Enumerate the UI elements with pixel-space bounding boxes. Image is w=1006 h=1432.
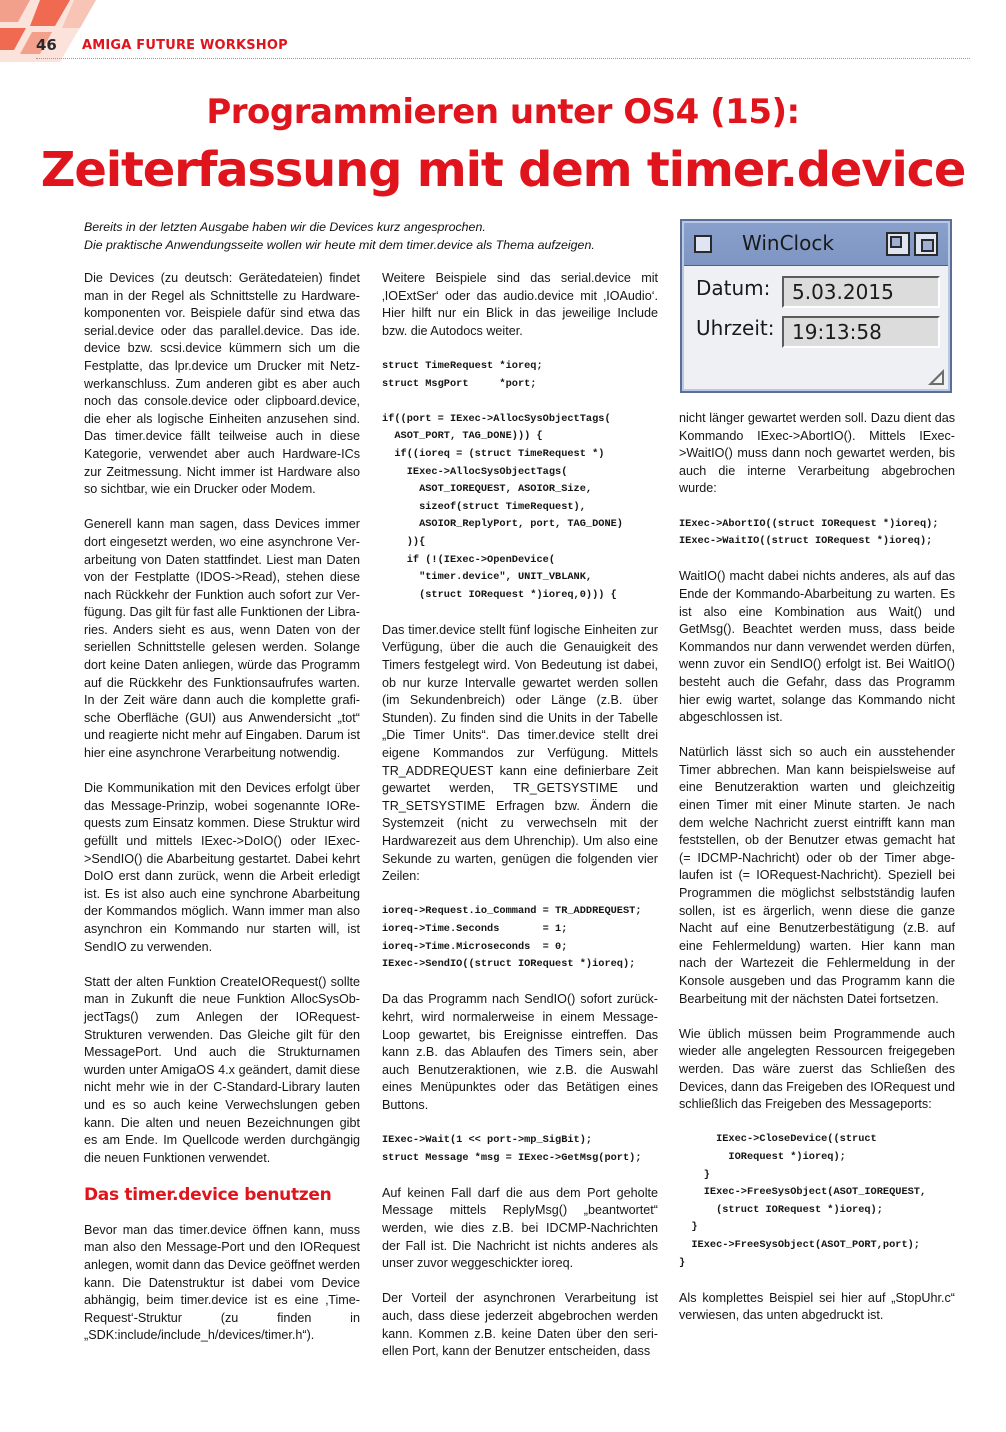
section-heading: Das timer.device benutzen bbox=[84, 1184, 332, 1205]
column-1 bbox=[84, 270, 360, 1363]
paragraph: Als komplettes Beispiel sei hier auf „StopUhr.c“ verwiesen, das unten abgedruckt ist. bbox=[679, 1290, 955, 1323]
section-label: AMIGA FUTURE WORKSHOP bbox=[82, 38, 288, 53]
winclock-body bbox=[684, 266, 948, 389]
zoom-gadget-icon[interactable] bbox=[886, 232, 910, 256]
column-2 bbox=[382, 270, 658, 1378]
article-title-line2: Zeiterfassung mit dem timer.device bbox=[40, 142, 966, 198]
code-block: IExec->CloseDevice((struct IORequest *)ioreq); } IExec->FreeSysObject(ASOT_IOREQUEST, (struct IORequest *)ioreq); } IExec->FreeSysObject(ASOT_PORT,port); } bbox=[679, 1133, 927, 1269]
time-label: Uhrzeit: bbox=[696, 316, 775, 340]
paragraph: Bevor man das timer.device öffnen kann, muss man also den Message-Port und den IORequest anlegen, womit dann das Device geöffnet werden kann. Die Datenstruktur ist dabei vom Device abhängig, beim timer.device ist es eine ‚TimeRequest‘-Struktur (zu finden in „SDK:include/include_h/devices/timer.h“). bbox=[84, 1222, 360, 1343]
winclock-titlebar bbox=[684, 223, 948, 266]
paragraph: Die Devices (zu deutsch: Gerätedateien) findet man in der Regel als Schnittstelle zu Hardwarekomponenten vor. Beispiele dafür sind etwa das serial.device oder das parallel.device. Das ide. device bzw. scsi.device kümmern sich um die Festplatte, das lpr.device um Drucker mit Netzwerkanschluss. Zum anderen gibt es aber auch noch das console.device oder clipboard.device, die eher als logische Einheiten anzusehen sind. Das timer.device fällt teilweise auch in diese Kategorie, verwendet aber auch Hardware-ICs zur Zeitmessung. Nicht immer ist Hardware also so sichtbar, wie ein Drucker oder Modem. bbox=[84, 271, 360, 497]
header-divider bbox=[36, 58, 970, 59]
paragraph: nicht länger gewartet werden soll. Dazu dient das Kommando IExec->AbortIO(). Mittels IExec->WaitIO() muss dann noch gewartet werden, bis auch die interne Verarbeitung abgebrochen wurde: bbox=[679, 411, 955, 496]
paragraph: Natürlich lässt sich so auch ein ausstehender Timer abbrechen. Man kann beispielsweise auf eine Benutzeraktion warten und gleichzeitig einen Timer mit einer Minute starten. Je nach dem welche Nachricht zuerst eintrifft kann man feststellen, ob der Benutzer etwas gemacht hat (= IDCMP-Nachricht) oder ob der Timer abgelaufen ist (= IORequest-Nachricht). Speziell bei Programmen die möglichst selbstständig laufen sollen, ist es ärgerlich, wenn diese die ganze Nacht auf eine Benutzerbestätigung (z.B. auf eine Fehlermeldung) warten. Hier kann man nach der Wartezeit die Fehlermeldung in der Konsole ausgeben und das Programm kann die Bearbeitung mit der nächsten Datei fortsetzen. bbox=[679, 745, 955, 1006]
code-block: IExec->Wait(1 << port->mp_SigBit); struct Message *msg = IExec->GetMsg(port); bbox=[382, 1134, 642, 1164]
paragraph: Generell kann man sagen, dass Devices immer dort eingesetzt werden, wo eine asynchrone Verarbeitung von Daten stattfindet. Liest man Daten von der Festplatte (IDOS->Read), stehen diese nach Rückkehr der Funktion auch sofort zur Verfügung. Das gilt für fast alle Funktionen der Libraries. Anders sieht es aus, wenn Daten von der seriellen Schnittstelle gelesen werden. Solange dort keine Daten anliegen, würde das Programm auf die Rückkehr des Funktionsaufrufes warten. In der Zeit wäre dann auch die komplette grafische Oberfläche (GUI) aus Anwendersicht „tot“ und reagierte nicht mehr auf Eingaben. Darum ist hier eine asynchrone Verarbeitung notwendig. bbox=[84, 517, 360, 761]
code-block: struct TimeRequest *ioreq; struct MsgPort *port; if((port = IExec->AllocSysObjectTags( ASOT_PORT, TAG_DONE))) { if((ioreq = (struct TimeRequest *) IExec->AllocSysObjectTags( ASOT_IOREQUEST, ASOIOR_Size, sizeof(struct TimeRequest), ASOIOR_ReplyPort, port, TAG_DONE) )){ if (!(IExec->OpenDevice( "timer.device", UNIT_VBLANK, (struct IORequest *)ioreq,0))) { bbox=[382, 359, 623, 601]
paragraph: Weitere Beispiele sind das serial.device mit ‚IOExtSer‘ oder das audio.device mit ‚IOAudio‘. Hier hilft nur ein Blick in das jeweilige Include bzw. die Autodocs weiter. bbox=[382, 271, 658, 338]
paragraph: Da das Programm nach SendIO() sofort zurückkehrt, wird normalerweise in einem MessageLoop gewartet, bis Ereignisse eintreffen. Das kann z.B. das Ablaufen des Timers sein, aber auch Benutzeraktionen, wie z.B. die Auswahl eines Menüpunktes oder das Betätigen eines Buttons. bbox=[382, 992, 658, 1112]
date-label: Datum: bbox=[696, 276, 771, 300]
paragraph: Auf keinen Fall darf die aus dem Port geholte Message mittels ReplyMsg() „beantwortet“ werden, wie dies z.B. bei IDCMP-Nachrichten der Fall ist. Die Nachricht ist nichts anderes als unser zuvor weggeschickter ioreq. bbox=[382, 1185, 658, 1271]
paragraph: Der Vorteil der asynchronen Verarbeitung ist auch, dass diese jederzeit abgebrochen werden kann. Kommen z.B. keine Daten über den seriellen Port, kann der Benutzer entscheiden, dass bbox=[382, 1291, 658, 1359]
date-field: 5.03.2015 bbox=[782, 276, 940, 308]
paragraph: WaitIO() macht dabei nichts anderes, als auf das Ende der Kommando-Abarbeitung zu warten. Es ist also eine Kombination aus Wait() und GetMsg(). Beachtet werden muss, dass beide Kommandos nur dann verwendet werden dürfen, wenn zuvor ein SendIO() erfolgt ist. Bei WaitIO() besteht auch die Gefahr, dass das Programm hier ewig wartet, solange das Kommando nicht abgeschlossen ist. bbox=[679, 569, 955, 725]
article-title-line1: Programmieren unter OS4 (15): bbox=[206, 92, 800, 132]
code-block: ioreq->Request.io_Command = TR_ADDREQUEST; ioreq->Time.Seconds = 1; ioreq->Time.Microseconds = 0; IExec->SendIO((struct IORequest *)ioreq); bbox=[382, 905, 642, 971]
paragraph: Das timer.device stellt fünf logische Einheiten zur Verfügung, über die auch die Genauigkeit des Timers festgelegt wird. Von Bedeutung ist dabei, ob nur kurze Intervalle gewartet werden sollen (im Sekundenbreich) oder Länge (z.B. über Stunden). Zu finden sind die Units in der Tabelle „Die Timer Units“. Das timer.device stellt drei eigene Kommandos zur Verfügung. Mittels TR_ADDREQUEST kann eine definierbare Zeit gewartet werden, TR_GETSYSTIME und TR_SETSYSTIME Erfragen bzw. Ändern die Systemzeit (nicht zu verwechseln mit der Hardwarezeit aus dem Uhrenchip). Um also eine Sekunde zu warten, genügen die folgenden vier Zeilen: bbox=[382, 622, 658, 884]
close-gadget-icon[interactable] bbox=[694, 235, 712, 253]
code-block: IExec->AbortIO((struct IORequest *)ioreq); IExec->WaitIO((struct IORequest *)ioreq); bbox=[679, 517, 939, 548]
page-number: 46 bbox=[36, 36, 57, 54]
intro-line1: Bereits in der letzten Ausgabe haben wir die Devices kurz angesprochen. bbox=[84, 220, 486, 234]
depth-gadget-icon[interactable] bbox=[914, 232, 938, 256]
paragraph: Statt der alten Funktion CreateIORequest() sollte man in Zukunft die neue Funktion AllocSysObjectTags() zum Anlegen der IORequest-Strukturen verwenden. Das Gleiche gilt für den MessagePort. Und auch die Strukturnamen wurden unter AmigaOS 4.x geändert, damit diese nicht mehr wie in der C-Standard-Library lauten und es so auch keine Verwechslungen geben kann. Die alten und neuen Bezeichnungen gibt es am Ende. Im Quellcode werden durchgängig die neuen Funktionen verwendet. bbox=[84, 974, 360, 1165]
article-intro bbox=[84, 218, 664, 254]
resize-gadget-icon[interactable] bbox=[928, 369, 944, 385]
winclock-title: WinClock bbox=[742, 231, 834, 255]
time-field: 19:13:58 bbox=[782, 316, 940, 348]
intro-line2: Die praktische Anwendungsseite wollen wir heute mit dem timer.device als Thema aufzeigen. bbox=[84, 238, 595, 252]
column-3 bbox=[679, 410, 955, 1342]
winclock-window bbox=[680, 219, 952, 393]
paragraph: Die Kommunikation mit den Devices erfolgt über das Message-Prinzip, wobei sogenannte IORequests zum Einsatz kommen. Diese Struktur wird gefüllt und mittels IExec->DoIO() oder IExec->SendIO() die Abarbeitung gestartet. Dabei kehrt DoIO erst dann zurück, wenn die Arbeit erledigt ist. Es ist also auch eine synchrone Abarbeitung der Kommandos möglich. Wann immer man also asynchron ein Kommando nur starten will, ist SendIO zu verwenden. bbox=[84, 781, 360, 954]
paragraph: Wie üblich müssen beim Programmende auch wieder alle angelegten Ressourcen freigegeben werden. Das wäre zuerst das Schließen des Devices, dann das Freigeben des IORequest und schließlich das Freigeben des Messageports: bbox=[679, 1026, 955, 1112]
